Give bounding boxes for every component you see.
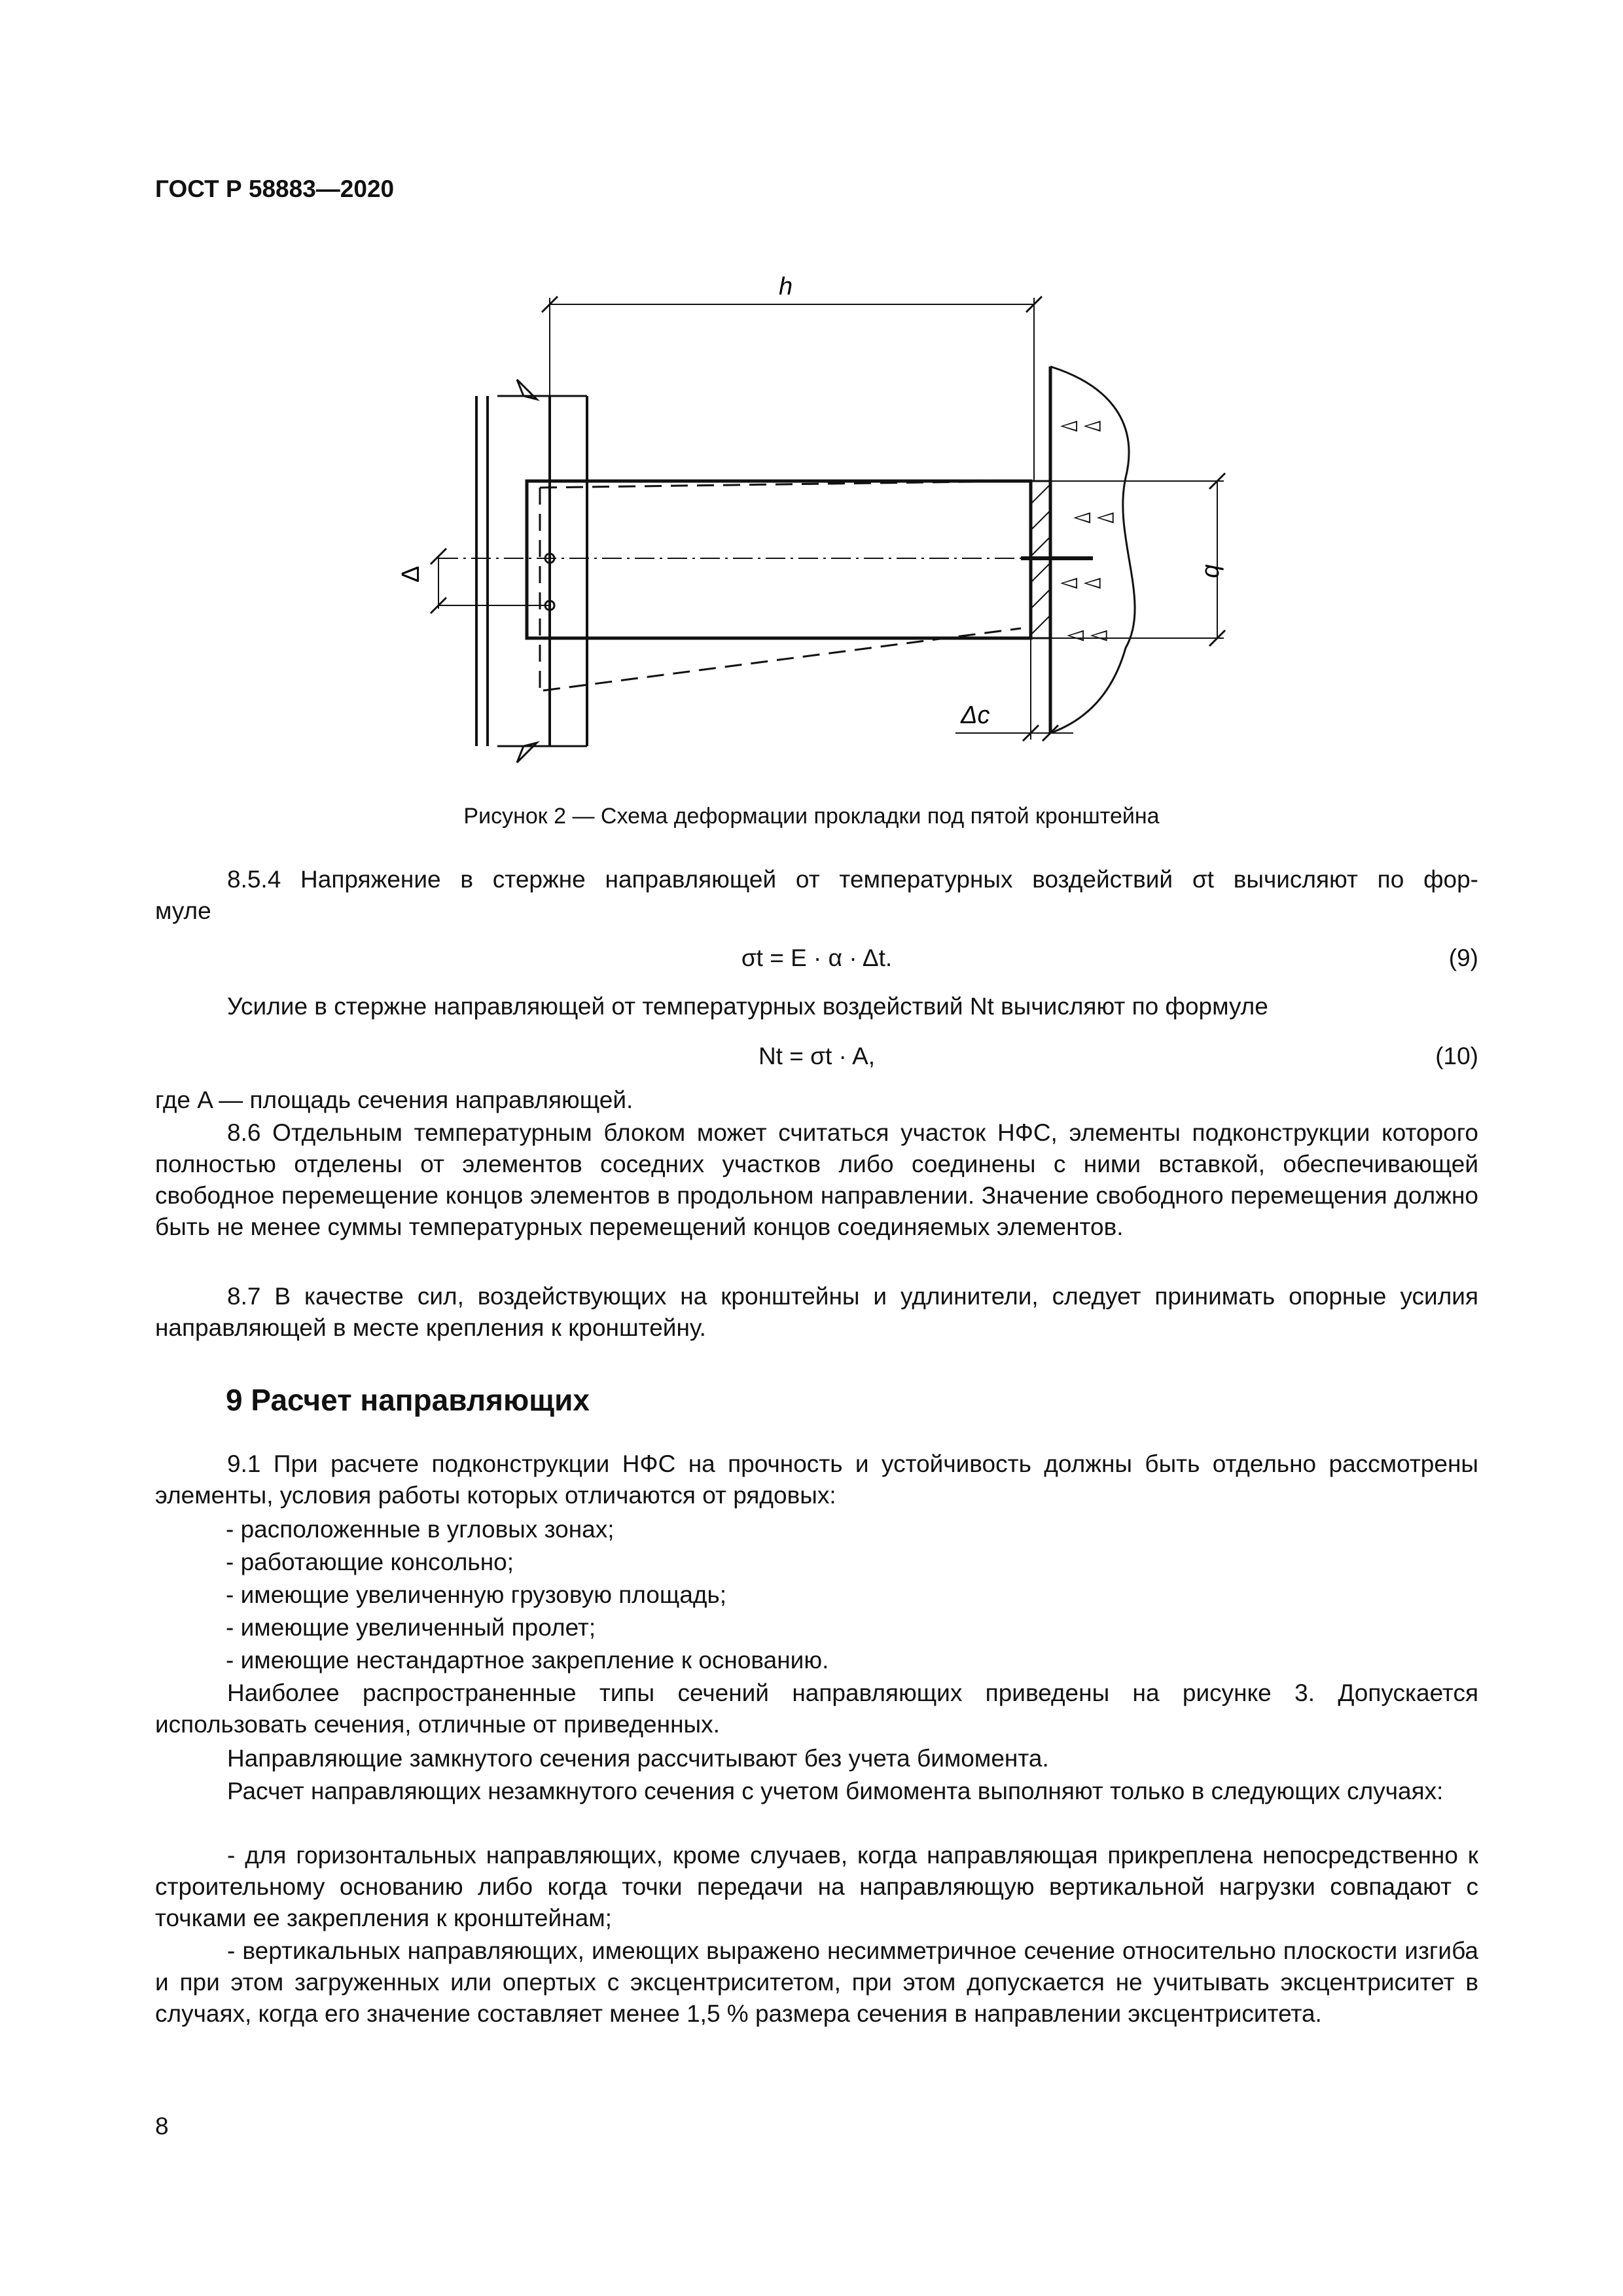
list-item: - работающие консольно; xyxy=(226,1549,514,1575)
section-heading-9: 9 Расчет направляющих xyxy=(226,1383,590,1417)
label-delta-c: Δc xyxy=(961,702,990,729)
deformed-outline xyxy=(540,481,1021,691)
paragraph-where: где A — площадь сечения направляющей. xyxy=(155,1086,633,1113)
label-delta: Δ xyxy=(397,565,425,583)
paragraph-8-7: 8.7 В качестве сил, воздействующих на кронштейны и удлинители, следует принимать опорные усилия направляющей в месте крепления к кронштейну. xyxy=(155,1283,1478,1341)
bracket-rect xyxy=(527,481,1031,638)
formula-9-expr: σt = E · α · Δt. xyxy=(741,944,893,971)
paragraph-vertical: - вертикальных направляющих, имеющих выражено несимметричное сечение относительно плоскости изгиба и при этом загруженных или опертых с эксцентриситетом, при этом допускается не учитывать эксцентриситет в случаях, когда его значение составляет менее 1,5 % размера сечения в направлении эксцентриситета. xyxy=(155,1937,1478,2027)
list-item: - имеющие увеличенный пролет; xyxy=(226,1614,596,1641)
paragraph-closed: Направляющие замкнутого сечения рассчитывают без учета бимомента. xyxy=(227,1745,1049,1772)
list-item: - имеющие нестандартное закрепление к основанию. xyxy=(226,1647,829,1674)
paragraph-types: Наиболее распространенные типы сечений направляющих приведены на рисунке 3. Допускается использовать сечения, отличные от приведенных. xyxy=(155,1679,1478,1738)
svg-text:◅ ◅: ◅ ◅ xyxy=(1060,569,1101,594)
svg-text:◅ ◅: ◅ ◅ xyxy=(1073,504,1114,529)
formula-10-expr: Nt = σt · A, xyxy=(758,1043,876,1069)
svg-text:◅ ◅: ◅ ◅ xyxy=(1067,622,1107,647)
label-h: h xyxy=(779,273,793,300)
list-item: - расположенные в угловых зонах; xyxy=(226,1516,615,1543)
break-mark-top xyxy=(497,380,587,399)
break-mark-bottom xyxy=(497,743,587,762)
paragraph-horizontal: - для горизонтальных направляющих, кроме случаев, когда направляющая прикреплена непосредственно к строительному основанию либо когда точки передачи на направляющую вертикальной нагрузки совпадают с точками ее закрепления к кронштейнам; xyxy=(155,1842,1478,1931)
paragraph-8-6: 8.6 Отдельным температурным блоком может считаться участок НФС, элементы подконструкции которого полностью отделены от элементов соседних участков либо соединены с ними вставкой, обеспечивающей свободное перемещение концов элементов в продольном направлении. Значение свободного перемещения должно быть не менее суммы температурных перемещений концов соединяемых элементов. xyxy=(155,1119,1478,1240)
paragraph-8-5-4: 8.5.4 Напряжение в стержне направляющей от температурных воздействий σt вычисляют по фор- муле xyxy=(155,866,1478,924)
list-item: - имеющие увеличенную грузовую площадь; xyxy=(226,1581,727,1608)
paragraph-force: Усилие в стержне направляющей от температурных воздействий Nt вычисляют по формуле xyxy=(227,993,1268,1020)
figure-caption: Рисунок 2 — Схема деформации прокладки под пятой кронштейна xyxy=(463,804,1160,829)
deformation-diagram xyxy=(0,0,1623,785)
page-number: 8 xyxy=(155,2113,169,2140)
concrete-marks: ◅ ◅ xyxy=(1060,412,1101,437)
formula-10-number: (10) xyxy=(1435,1043,1478,1069)
formula-9-number: (9) xyxy=(1448,944,1478,971)
document-header: ГОСТ Р 58883—2020 xyxy=(155,175,395,202)
paragraph-9-1: 9.1 При расчете подконструкции НФС на прочность и устойчивость должны быть отдельно рассмотрены элементы, условия работы которых отличаются от рядовых: xyxy=(155,1450,1478,1509)
paragraph-open: Расчет направляющих незамкнутого сечения с учетом бимомента выполняют только в следующих случаях: xyxy=(227,1778,1444,1804)
label-b: b xyxy=(1200,564,1227,579)
